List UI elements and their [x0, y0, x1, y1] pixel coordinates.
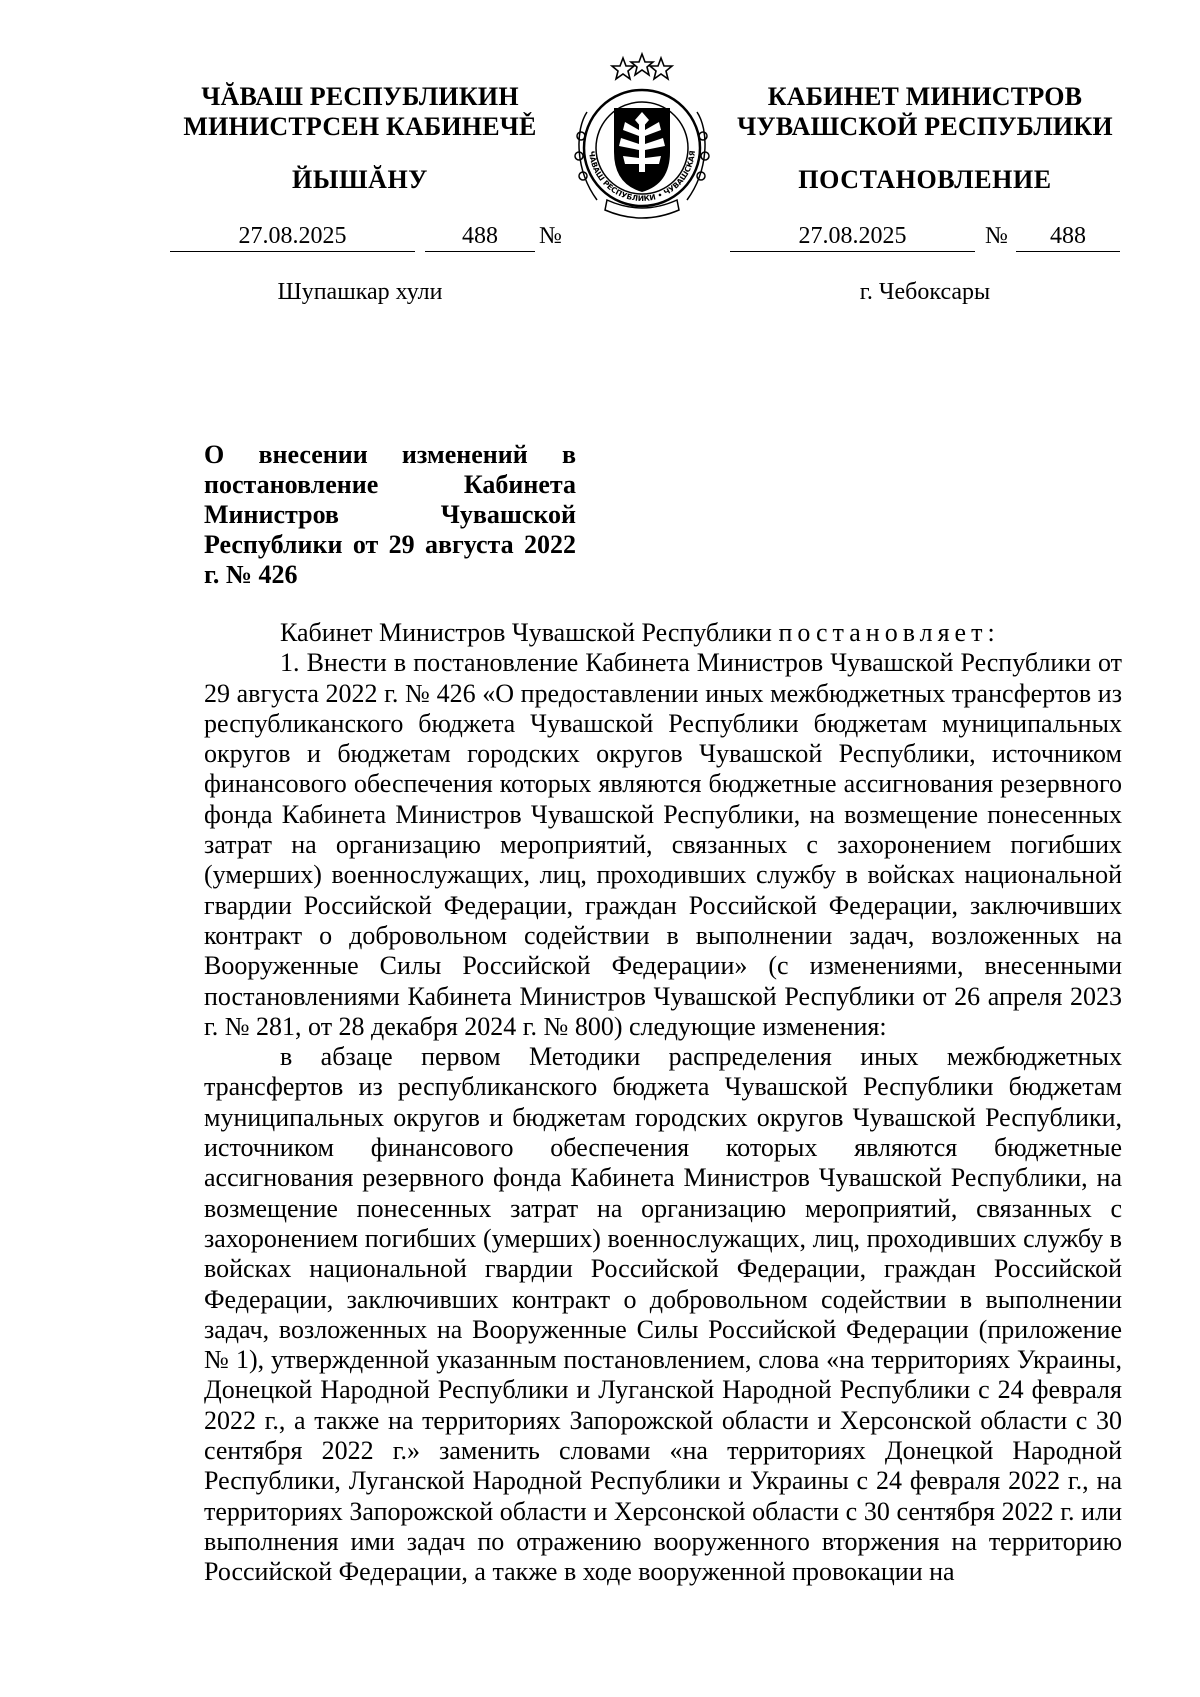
intro-verb: постановляет: [778, 618, 988, 647]
header-right-number: 488: [1016, 222, 1120, 252]
header-left-city: Шупашкар хули: [277, 279, 443, 305]
intro-paragraph: [204, 618, 1122, 648]
emblem-ring-text: ЧĂВАШ РЕСПУБЛИКИ • ЧУВАШСКАЯ: [587, 149, 697, 204]
paragraph-1: 1. Внести в постановление Кабинета Министров Чувашской Республики от 29 августа 2022 г. № 426 «О предоставлении иных межбюджетных трансфертов из республиканского бюджета Чувашской Республики бюджетам муниципальных округов и бюджетам городских округов Чувашской Республики, источником финансового обеспечения которых являются бюджетные ассигнования резервного фонда Кабинета Министров Чувашской Республики, на возмещение понесенных затрат на организацию мероприятий, связанных с захоронением погибших (умерших) военнослужащих, лиц, проходивших службу в войсках национальной гвардии Российской Федерации, граждан Российской Федерации, заключивших контракт о добровольном содействии в выполнении задач, возложенных на Вооруженные Силы Российской Федерации» (с изменениями, внесенными постановлениями Кабинета Министров Чувашской Республики от 26 апреля 2023 г. № 281, от 28 декабря 2024 г. № 800) следующие изменения:: [204, 648, 1122, 1041]
document-body: [204, 618, 1122, 1588]
header-left-title: ЧĂВАШ РЕСПУБЛИКИН МИНИСТРСЕН КАБИНЕЧĚ: [183, 82, 537, 141]
header-right-city: г. Чебоксары: [859, 279, 991, 305]
chuvash-coat-of-arms-icon: [567, 50, 717, 230]
header-right-date: 27.08.2025: [730, 222, 975, 252]
paragraph-2: в абзаце первом Методики распределения иных межбюджетных трансфертов из республиканского бюджета Чувашской Республики бюджетам муниципальных округов и бюджетам городских округов Чувашской Республики, источником финансового обеспечения которых являются бюджетные ассигнования резервного фонда Кабинета Министров Чувашской Республики, на возмещение понесенных затрат на организацию мероприятий, связанных с захоронением погибших (умерших) военнослужащих, лиц, проходивших службу в войсках национальной гвардии Российской Федерации, граждан Российской Федерации, заключивших контракт о добровольном содействии в выполнении задач, возложенных на Вооруженные Силы Российской Федерации (приложение № 1), утвержденной указанным постановлением, слова «на территориях Украины, Донецкой Народной Республики и Луганской Народной Республики с 24 февраля 2022 г., а также на территориях Запорожской области и Херсонской области с 30 сентября 2022 г.» заменить словами «на территориях Донецкой Народной Республики, Луганской Народной Республики и Украины с 24 февраля 2022 г., на территориях Запорожской области и Херсонской области с 30 сентября 2022 г. или выполнения ими задач по отражению вооруженного вторжения на территорию Российской Федерации, а также в ходе вооруженной провокации на: [204, 1042, 1122, 1587]
header-left-number: 488: [425, 222, 535, 252]
header-left-date: 27.08.2025: [170, 222, 415, 252]
document-subject: О внесении изменений в постановление Кабинета Министров Чувашской Республики от 29 августа 2022 г. № 426: [204, 440, 576, 589]
header-right-doc-kind: ПОСТАНОВЛЕНИЕ: [798, 165, 1052, 194]
intro-prefix: Кабинет Министров Чувашской Республики: [280, 618, 779, 647]
intro-suffix: :: [987, 618, 995, 647]
header-left-number-sign: №: [539, 223, 562, 249]
header-right-title: КАБИНЕТ МИНИСТРОВ ЧУВАШСКОЙ РЕСПУБЛИКИ: [737, 82, 1113, 141]
header-right-number-sign: №: [985, 223, 1008, 249]
header-left-doc-kind: ЙЫШĂНУ: [292, 165, 428, 194]
